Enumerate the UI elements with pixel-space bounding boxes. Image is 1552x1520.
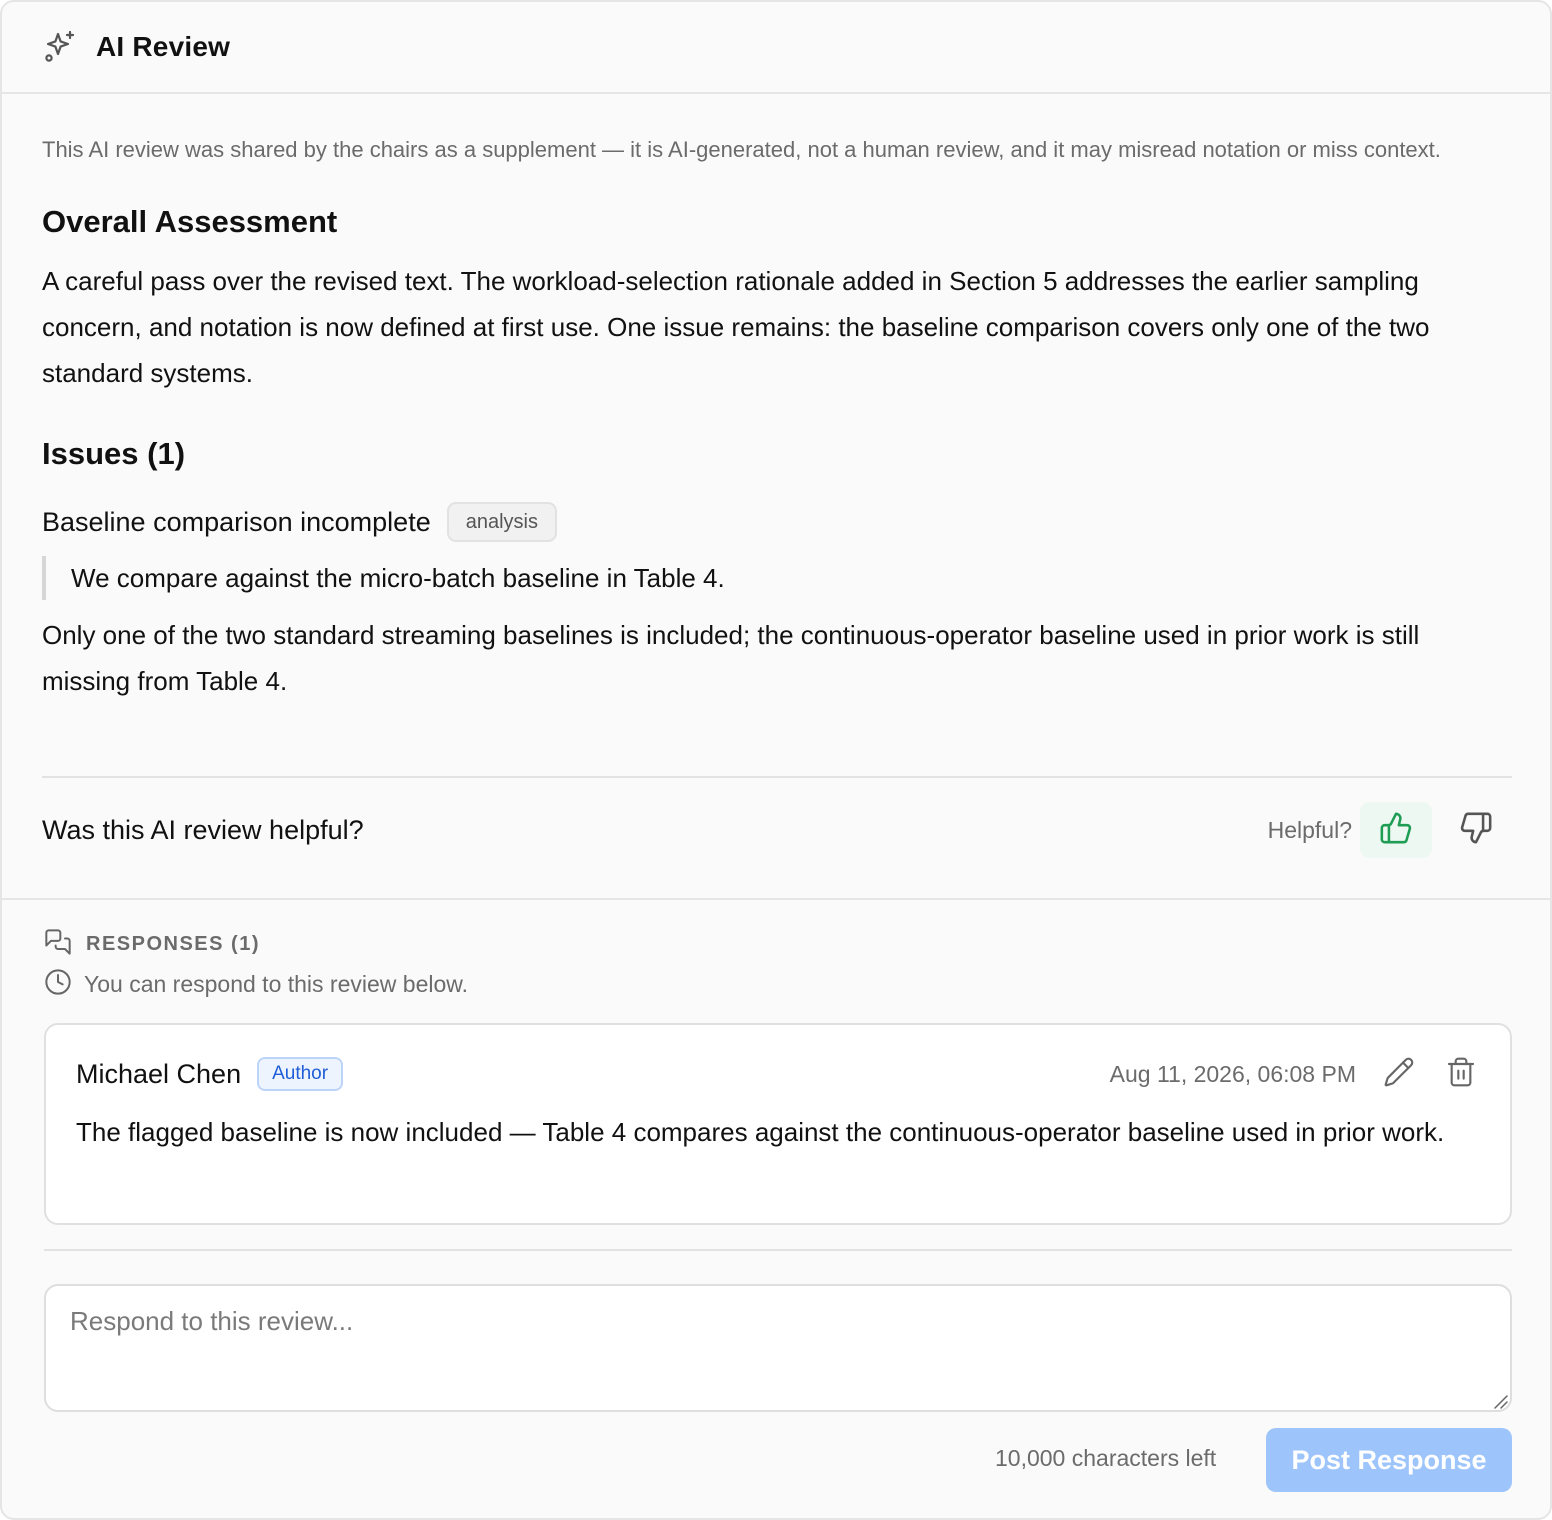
feedback-divider — [42, 776, 1512, 778]
reply-textarea[interactable] — [44, 1284, 1512, 1412]
response-card — [44, 1023, 1512, 1225]
responses-note: You can respond to this review below. — [84, 971, 469, 997]
resize-grip-icon[interactable] — [1491, 1392, 1509, 1410]
clock-icon — [44, 968, 72, 1001]
issues-heading: Issues (1) — [42, 436, 186, 471]
response-date: Aug 11, 2026, 06:08 PM — [1109, 1060, 1356, 1087]
issue-quote: We compare against the micro-batch baseline in Table 4. — [42, 556, 1510, 600]
pencil-icon — [1383, 1056, 1415, 1093]
characters-left: 10,000 characters left — [995, 1445, 1217, 1471]
helpful-label: Helpful? — [1267, 816, 1352, 843]
issue-title: Baseline comparison incomplete — [42, 506, 431, 537]
sparkles-icon — [42, 29, 78, 65]
assessment-text: A careful pass over the revised text. The workload-selection rationale added in Section 5 addresses the earlier sampling concern, and notation is now defined at first use. One issue remains: the baseline comparison covers only one of the two standard systems. — [42, 266, 1430, 388]
responses-header — [44, 928, 260, 961]
response-author-name: Michael Chen — [76, 1058, 242, 1089]
delete-response-button[interactable] — [1440, 1053, 1482, 1095]
feedback-row — [42, 802, 1512, 858]
chat-bubbles-icon — [44, 928, 72, 961]
review-content — [2, 134, 1550, 704]
assessment-heading: Overall Assessment — [42, 204, 338, 239]
author-badge: Author — [257, 1057, 343, 1091]
response-text: The flagged baseline is now included — Table 4 compares against the continuous-operator baseline used in prior work. — [76, 1117, 1445, 1147]
edit-response-button[interactable] — [1378, 1053, 1420, 1095]
card-title: AI Review — [96, 31, 231, 62]
card-header — [2, 2, 1550, 94]
thumbs-up-button[interactable] — [1360, 802, 1432, 858]
thumbs-down-icon — [1459, 811, 1493, 850]
reply-divider — [44, 1249, 1512, 1251]
issue-description: Only one of the two standard streaming baselines is included; the continuous-operator baseline used in prior work is still missing from Table 4. — [42, 620, 1420, 696]
issue-item — [42, 502, 1510, 704]
post-response-button[interactable]: Post Response — [1266, 1428, 1512, 1492]
thumbs-down-button[interactable] — [1440, 802, 1512, 858]
responses-note-row — [44, 968, 468, 1001]
responses-divider — [2, 898, 1552, 900]
responses-label: RESPONSES (1) — [86, 933, 260, 955]
issue-tag: analysis — [447, 502, 557, 542]
trash-icon — [1445, 1056, 1477, 1093]
response-header — [76, 1055, 1482, 1093]
thumbs-up-icon — [1379, 811, 1413, 850]
ai-disclaimer: This AI review was shared by the chairs as a supplement — it is AI-generated, not a human review, and it may misread notation or miss context. — [42, 137, 1441, 162]
feedback-question: Was this AI review helpful? — [42, 814, 364, 845]
